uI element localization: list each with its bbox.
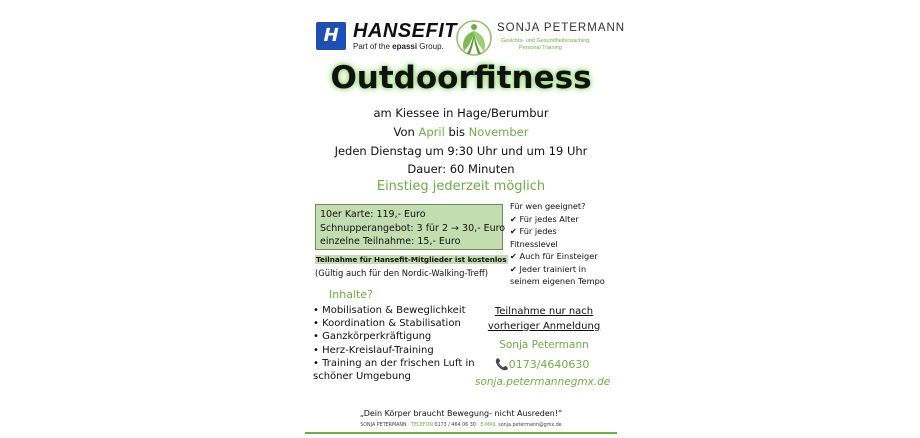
suitability-heading: Für wen geeignet? — [510, 201, 586, 211]
suitability-item: ✔ Jeder trainiert in — [510, 263, 587, 274]
phone-icon: 📞 — [495, 358, 509, 371]
suitability-item: ✔ Für jedes Alter — [510, 213, 579, 224]
contact-name: Sonja Petermann — [499, 339, 589, 351]
hansefit-logo-mark: H — [316, 22, 346, 50]
contents-item: • Ganzkörperkräftigung — [313, 331, 432, 343]
flyer — [305, 0, 626, 438]
contents-item: • Herz-Kreislauf-Training — [313, 344, 434, 356]
coach-logo-name: SONJA PETERMANN — [497, 22, 626, 34]
contents-item: • Koordination & Stabilisation — [313, 318, 461, 330]
contents-item: schöner Umgebung — [313, 371, 411, 383]
price-item: 10er Karte: 119,- Euro — [320, 209, 426, 220]
price-item: einzelne Teilnahme: 15,- Euro — [320, 236, 461, 247]
motivational-quote: „Dein Körper braucht Bewegung- nicht Ausreden!“ — [359, 409, 563, 418]
suitability-list — [510, 200, 614, 288]
validity-note: (Gültig auch für den Nordic-Walking-Treff) — [315, 268, 488, 278]
schedule-line: Jeden Dienstag um 9:30 Uhr und um 19 Uhr — [334, 144, 588, 158]
contents-list — [313, 304, 475, 383]
price-item: Schnupperangebot: 3 für 2 → 30,- Euro — [320, 222, 506, 234]
duration-line: Dauer: 60 Minuten — [407, 162, 515, 176]
contents-item: • Mobilisation & Beweglichkeit — [313, 305, 466, 316]
leaf-figure-logo-icon — [455, 18, 493, 58]
registration-note: Teilnahme nur nach vorheriger Anmeldung — [487, 306, 601, 332]
footer-contact: SONJA PETERMANN · TELEFON 0173 / 464 06 30 · E-MAIL sonja.petermann@gmx.de — [360, 423, 562, 428]
flyer-title: Outdoorfitness — [330, 60, 592, 96]
coach-logo-tagline-2: Personal Training — [519, 45, 562, 51]
contact-phone[interactable]: 📞0173/4640630 — [495, 358, 590, 371]
suitability-item: ✔ Auch für Einsteiger — [510, 251, 598, 261]
months-line: Von April bis November — [393, 125, 529, 139]
location-line: am Kiessee in Hage/Berumbur — [373, 106, 549, 120]
price-box — [315, 204, 506, 250]
contact-email[interactable]: sonja.petermannegmx.de — [475, 376, 611, 388]
hansefit-logo-name: HANSEFIT — [353, 20, 457, 42]
hansefit-logo-subline: Part of the epassi Group. — [353, 42, 444, 51]
suitability-item: ✔ Für jedes — [510, 226, 557, 236]
suitability-item: seinem eigenen Tempo — [510, 276, 605, 286]
contents-item: • Training an der frischen Luft in — [313, 357, 475, 369]
coach-logo-tagline: Gesichts- und Gesundheitscoaching — [501, 38, 590, 44]
suitability-item: Fitnesslevel — [510, 238, 558, 249]
contents-heading: Inhalte? — [329, 288, 373, 301]
entry-line: Einstieg jederzeit möglich — [376, 179, 546, 194]
member-free-note: Teilnahme für Hansefit-Mitglieder ist kostenlos — [316, 255, 507, 264]
footer-divider — [305, 432, 617, 434]
